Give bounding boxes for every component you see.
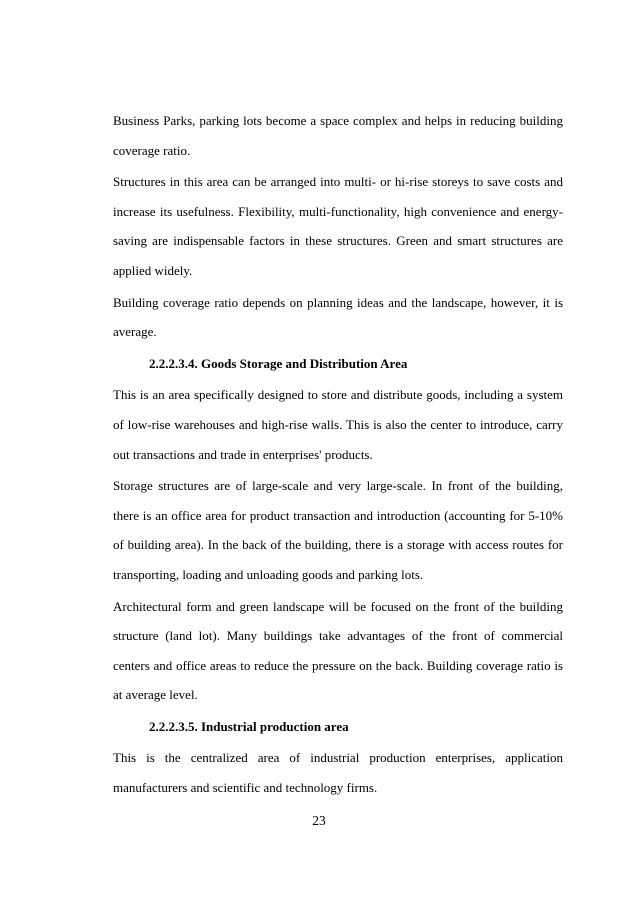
paragraph-storage-structures: Storage structures are of large-scale and very large-scale. In front of the building, there is an office area for product transaction and introduction (accounting for 5-10% of building area). In the back of the building, there is a storage with access routes for transporting, loading and unloading goods and parking lots.: [113, 478, 563, 582]
paragraph-architectural-form: Architectural form and green landscape will be focused on the front of the building structure (land lot). Many buildings take advantages of the front of commercial centers and office areas to reduce the pressure on the back. Building coverage ratio is at average level.: [113, 598, 563, 703]
paragraph-industrial-production: This is the centralized area of industrial production enterprises, application manufacturers and scientific and technology firms.: [113, 750, 563, 796]
body-text: [113, 106, 563, 805]
paragraph-goods-storage-intro: This is an area specifically designed to store and distribute goods, including a system of low-rise warehouses and high-rise walls. This is also the center to introduce, carry out transactions and trade in enterprises' products.: [113, 387, 563, 462]
section-heading-goods-storage: 2.2.2.3.4. Goods Storage and Distribution Area: [149, 355, 408, 371]
page-number: 23: [312, 813, 326, 828]
paragraph-structures: Structures in this area can be arranged into multi- or hi-rise storeys to save costs and increase its usefulness. Flexibility, multi-functionality, high convenience and energy-saving are indispensable factors in these structures. Green and smart structures are applied widely.: [113, 174, 563, 278]
section-heading-industrial-production: 2.2.2.3.5. Industrial production area: [149, 718, 349, 734]
paragraph-business-parks: Business Parks, parking lots become a space complex and helps in reducing building coverage ratio.: [113, 113, 563, 158]
paragraph-coverage-ratio: Building coverage ratio depends on planning ideas and the landscape, however, it is average.: [113, 294, 563, 340]
